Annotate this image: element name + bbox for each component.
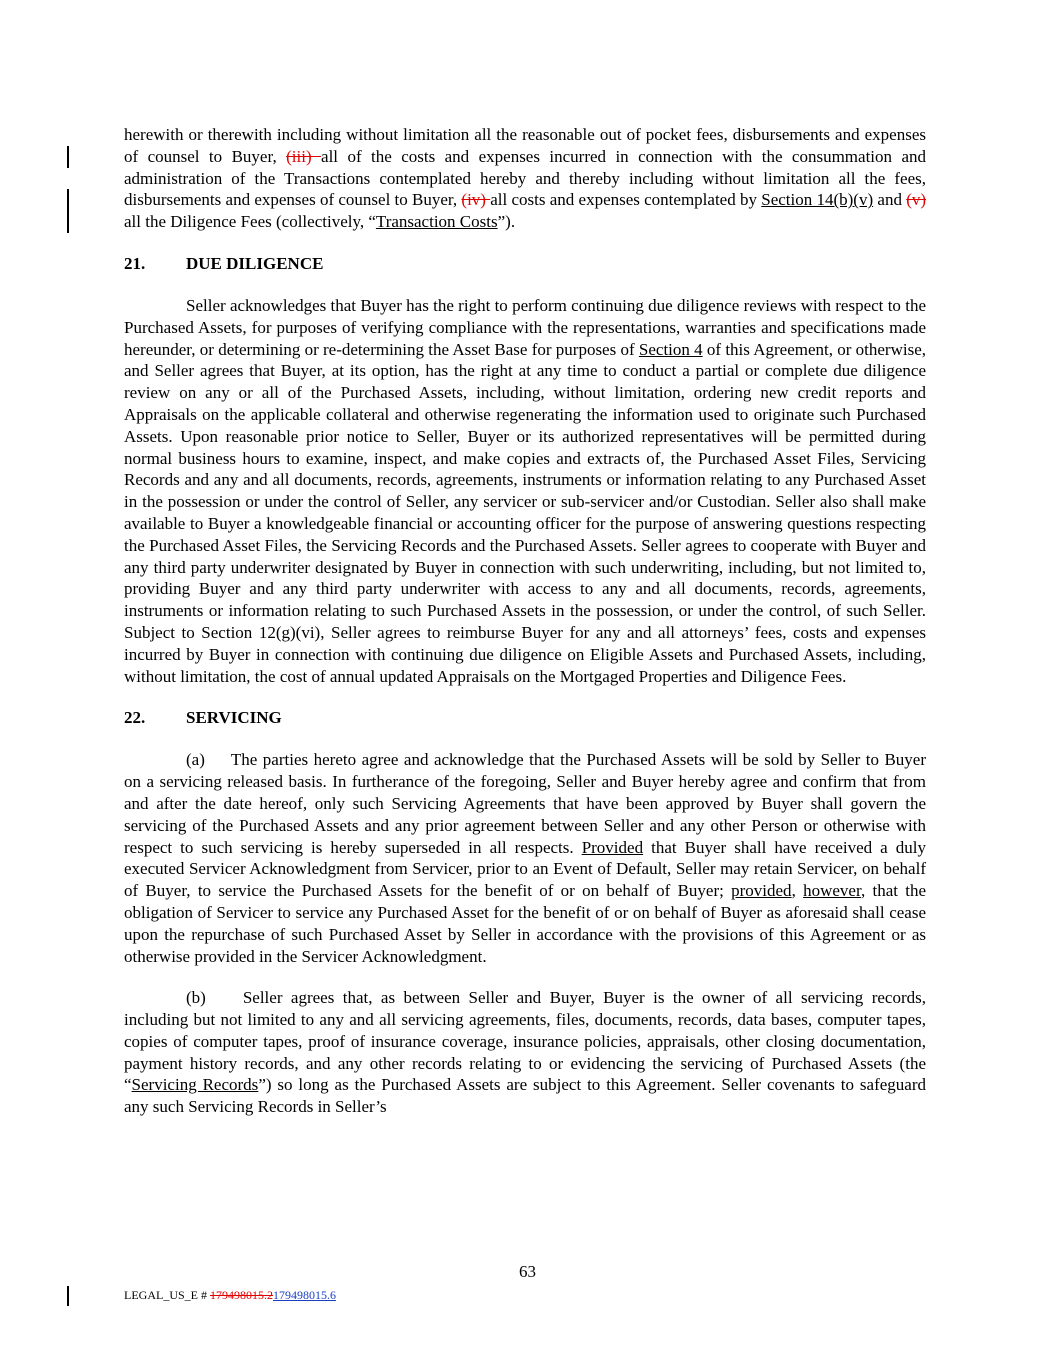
clause-label: (b) (186, 988, 206, 1008)
text-run: , that the obligation of Servicer to service any Purchased Asset for the benefit of or on behalf of Buyer as aforesaid shall cease upon the repurchase of such Purchased Asset by Seller in accordance with the provisions of this Agreement or as otherwise provided in the Servicer Acknowledgment. (124, 881, 927, 966)
text-run: ”) so long as the Purchased Assets are subject to this Agreement. Seller covenants to safeguard any such Servicing Records in Seller’s (124, 1075, 927, 1117)
clause-label: (a) (186, 750, 205, 770)
change-bar (67, 189, 69, 233)
text-run: herewith or therewith including without limitation all the reasonable out of pocket fees, disbursements and expenses of counsel to Buyer, (124, 125, 926, 166)
section-number: 22. (124, 708, 146, 728)
section-title: SERVICING (186, 708, 282, 728)
deleted-text: (v) (906, 190, 927, 210)
page-number: 63 (519, 1262, 536, 1281)
text-run: The parties hereto agree and acknowledge that the Purchased Assets will be sold by Seller to Buyer on a servicing released basis. In furtherance of the foregoing, Seller and Buyer hereby agree and confirm that from and after the date hereof, only such Servicing Agreements that have been approved by Buyer shall govern the servicing of the Purchased Assets and any prior agreement between Seller and any other Person or otherwise with respect to such servicing is hereby superseded in all respects. (124, 750, 926, 857)
deleted-doc-id: 179498015.2 (210, 1288, 273, 1302)
defined-term: Provided (581, 837, 644, 857)
servicing-paragraph-b (124, 987, 926, 1118)
document-footer (124, 1288, 336, 1303)
continuation-paragraph (124, 124, 926, 233)
text-run: , (791, 881, 804, 901)
text-run: all costs and expenses contemplated by (490, 190, 762, 210)
defined-term: provided (731, 881, 792, 901)
text-run: Seller agrees that, as between Seller and Buyer, Buyer is the owner of all servicing records, including but not limited to any and all servicing agreements, files, documents, records, data bases, computer tapes, copies of computer tapes, proof of insurance coverage, insurance policies, appraisals, other closing documentation, payment history records, and any other records relating to or evidencing the servicing of Purchased Assets (the “ (124, 988, 926, 1095)
change-bar (67, 1286, 69, 1306)
text-run: all the Diligence Fees (collectively, “ (124, 212, 376, 232)
text-run: that Buyer shall have received a duly executed Servicer Acknowledgment from Servicer, prior to an Event of Default, Seller may retain Servicer, on behalf of Buyer, to service the Purchased Assets for the benefit of or on behalf of Buyer; (124, 837, 927, 901)
text-run: and (873, 190, 907, 210)
servicing-paragraph-a (124, 749, 926, 967)
deleted-text: (iii) (286, 146, 322, 166)
section-title: DUE DILIGENCE (186, 253, 324, 273)
change-bar (67, 146, 69, 168)
defined-term: Servicing Records (131, 1075, 259, 1095)
section-reference: Section 4 (638, 339, 703, 359)
due-diligence-paragraph (124, 295, 926, 687)
section-reference: Section 14(b)(v) (761, 190, 874, 210)
section-number: 21. (124, 253, 146, 273)
footer-prefix: LEGAL_US_E # (124, 1288, 210, 1302)
text-run: of this Agreement, or otherwise, and Seller agrees that Buyer, at its option, has the right at any time to conduct a partial or complete due diligence review on any or all of the Purchased Assets, including, without limitation, ordering new credit reports and Appraisals on the applicable collateral and otherwise regenerating the information used to originate such Purchased Assets. Upon reasonable prior notice to Seller, Buyer or its authorized representatives will be permitted during normal business hours to examine, inspect, and make copies and extracts of, the Purchased Asset Files, Servicing Records and any and all documents, records, agreements, instruments or information relating to any Purchased Asset in the possession or under the control of Seller, any servicer or sub-servicer and/or Custodian. Seller also shall make available to Buyer a knowledgeable financial or accounting officer for the purpose of answering questions respecting the Purchased Asset Files, the Servicing Records and the Purchased Assets. Seller agrees to cooperate with Buyer and any third party underwriter designated by Buyer in connection with such underwriting, including, but not limited to, providing Buyer and any third party underwriter with access to any and all documents, records, agreements, instruments or information relating to such Purchased Assets in the possession, or under the control, of such Seller. Subject to Section 12(g)(vi), Seller agrees to reimburse Buyer for any and all attorneys’ fees, costs and expenses incurred by Buyer in connection with continuing due diligence on Eligible Assets and Purchased Assets, including, without limitation, the cost of annual updated Appraisals on the Mortgaged Properties and Diligence Fees. (124, 339, 926, 686)
section-heading-21 (124, 253, 926, 275)
text-run: all of the costs and expenses incurred in connection with the consummation and administration of the Transactions contemplated hereby and thereby including without limitation all the fees, disbursements and expenses of counsel to Buyer, (124, 146, 926, 210)
defined-term: however (803, 881, 861, 901)
text-run: ”). (497, 212, 516, 232)
defined-term: Transaction Costs (375, 212, 498, 232)
text-run: Seller acknowledges that Buyer has the right to perform continuing due diligence reviews with respect to the Purchased Assets, for purposes of verifying compliance with the representations, warranties and specifications made hereunder, or determining or re-determining the Asset Base for purposes of (124, 295, 926, 359)
deleted-text: (iv) (461, 190, 491, 210)
inserted-doc-id: 179498015.6 (273, 1288, 336, 1302)
document-page (124, 124, 926, 1118)
section-heading-22 (124, 707, 926, 729)
